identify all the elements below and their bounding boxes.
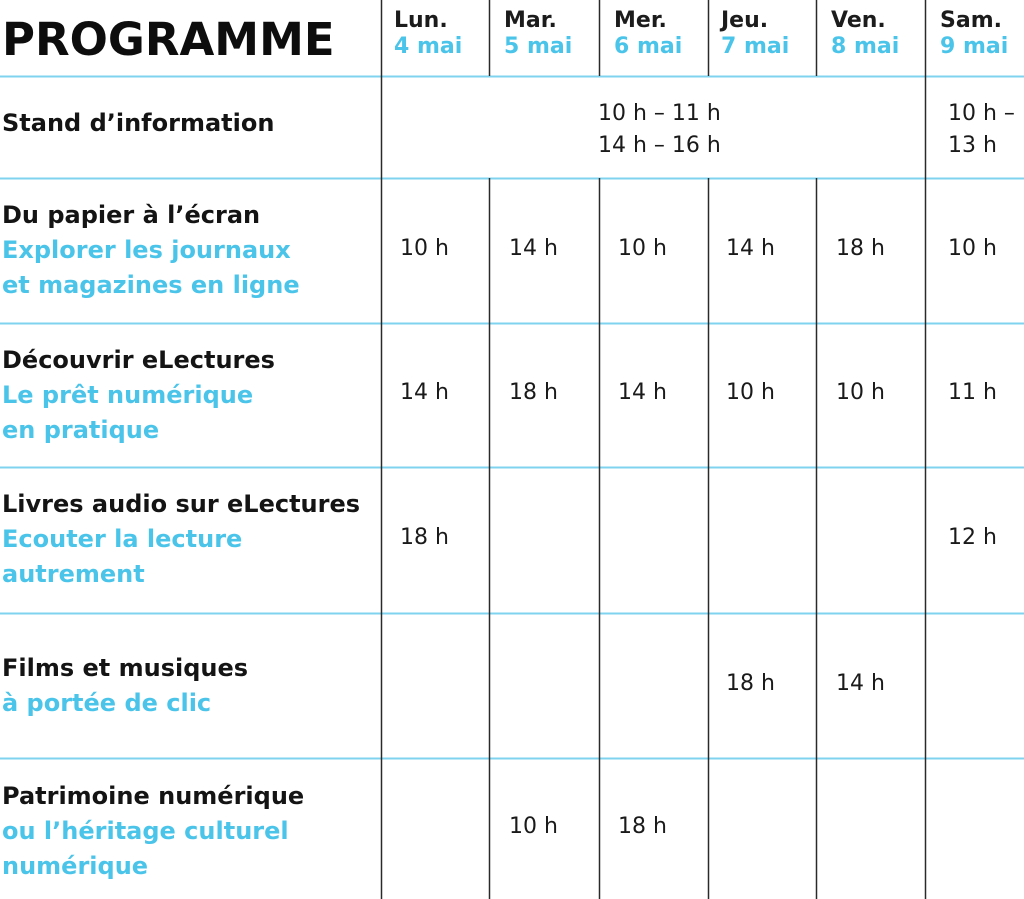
day-date: 5 mai [504, 34, 573, 59]
time-cell: 14 h [509, 236, 558, 261]
time-range: 10 h – [948, 101, 1015, 126]
time-cell: 10 h [726, 380, 775, 405]
day-header [831, 8, 899, 60]
activity-subtitle: ou l’héritage culturel [2, 817, 289, 845]
activity-title: Découvrir eLectures [2, 346, 275, 374]
day-header [504, 8, 572, 60]
day-header [940, 8, 1008, 60]
time-range: 13 h [948, 133, 997, 158]
activity-subtitle: à portée de clic [2, 689, 212, 717]
time-cell: 10 h [948, 236, 997, 261]
time-cell: 14 h [836, 671, 885, 696]
day-header [394, 8, 462, 60]
activity-subtitle: Ecouter la lecture [2, 525, 243, 553]
time-cell: 18 h [400, 525, 449, 550]
day-header [721, 8, 789, 60]
activity-label [2, 343, 275, 448]
activity-title: Films et musiques [2, 654, 249, 682]
activity-label [2, 198, 300, 303]
time-cell: 11 h [948, 380, 997, 405]
activity-title: Stand d’information [2, 109, 275, 137]
day-name: Jeu. [721, 8, 769, 33]
activity-label [2, 106, 274, 141]
time-range: 10 h – 11 h [598, 101, 721, 126]
day-date: 9 mai [940, 34, 1009, 59]
time-cell: 14 h [400, 380, 449, 405]
activity-label [2, 651, 248, 721]
time-range: 14 h – 16 h [598, 133, 721, 158]
activity-subtitle: numérique [2, 852, 149, 880]
day-name: Lun. [394, 8, 448, 33]
time-cell: 10 h [836, 380, 885, 405]
day-name: Mar. [504, 8, 557, 33]
activity-subtitle: autrement [2, 560, 145, 588]
time-cell: 18 h [836, 236, 885, 261]
time-cell: 18 h [618, 814, 667, 839]
day-name: Sam. [940, 8, 1002, 33]
activity-subtitle: Explorer les journaux [2, 236, 291, 264]
activity-subtitle: et magazines en ligne [2, 271, 300, 299]
day-date: 7 mai [721, 34, 790, 59]
time-cell: 14 h [726, 236, 775, 261]
activity-title: Livres audio sur eLectures [2, 490, 361, 518]
day-date: 6 mai [614, 34, 683, 59]
time-cell: 10 h [509, 814, 558, 839]
day-name: Ven. [831, 8, 886, 33]
day-date: 4 mai [394, 34, 463, 59]
time-cell: 10 h [400, 236, 449, 261]
day-name: Mer. [614, 8, 667, 33]
activity-subtitle: en pratique [2, 416, 160, 444]
day-header [614, 8, 682, 60]
activity-subtitle: Le prêt numérique [2, 381, 254, 409]
day-date: 8 mai [831, 34, 900, 59]
time-cell: 14 h [618, 380, 667, 405]
time-cell: 10 h [618, 236, 667, 261]
activity-label [2, 487, 360, 592]
activity-label [2, 779, 304, 884]
activity-title: Du papier à l’écran [2, 201, 261, 229]
page-title: PROGRAMME [2, 13, 335, 66]
activity-title: Patrimoine numérique [2, 782, 305, 810]
time-cell: 18 h [509, 380, 558, 405]
time-cell: 12 h [948, 525, 997, 550]
time-cell: 18 h [726, 671, 775, 696]
